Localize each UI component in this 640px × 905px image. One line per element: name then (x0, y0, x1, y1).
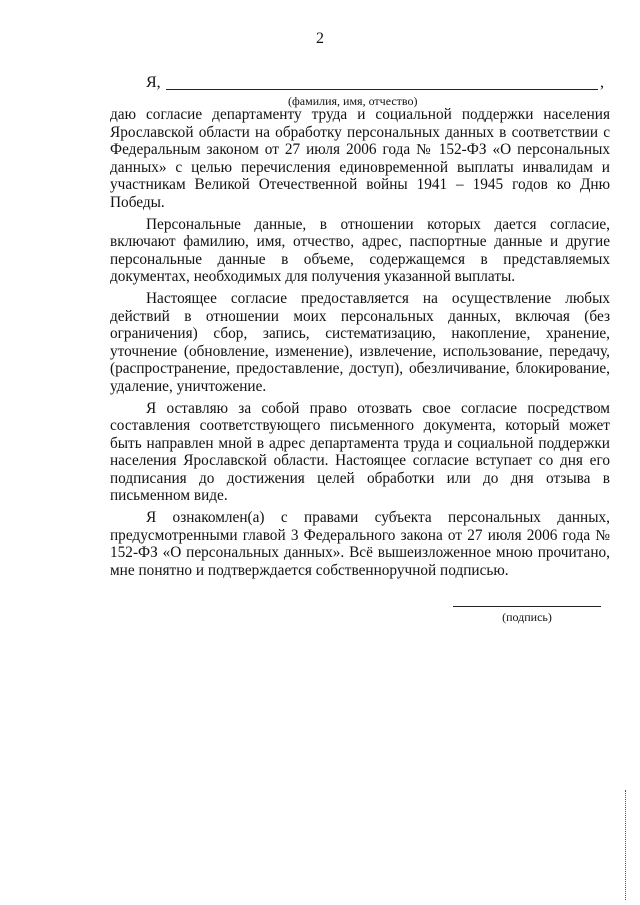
consent-text (110, 106, 610, 583)
paragraph-consent: даю согласие департаменту труда и социальной поддержки населения Ярославской области на обработку персональных данных в соответствии с Федеральным законом от 27 июля 2006 года № 152-ФЗ «О персональных данных» с целью перечисления единовременной выплаты инвалидам и участникам Великой Отечественной войны 1941 – 1945 годов ко Дню Победы. (110, 106, 610, 211)
signature-line (453, 606, 601, 607)
applicant-name-line (146, 74, 606, 94)
scan-edge-mark (625, 790, 629, 900)
paragraph-withdrawal: Я оставляю за собой право отозвать свое согласие посредством составления соответствующего письменного документа, который может быть направлен мной в адрес департамента труда и социальной поддержки населения Ярославской области. Настоящее согласие вступает со дня его подписания до достижения целей обработки или до дня отзыва в письменном виде. (110, 399, 610, 505)
paragraph-actions: Настоящее согласие предоставляется на осуществление любых действий в отношении моих персональных данных, включая (без ограничения) сбор, запись, систематизацию, накопление, хранение, уточнение (обновление, изменение), извлечение, использование, передачу, (распространение, предоставление, доступ), обезличивание, блокирование, удаление, уничтожение. (110, 289, 610, 395)
paragraph-acknowledgement: Я ознакомлен(а) с правами субъекта персональных данных, предусмотренными главой 3 Федерального закона от 27 июля 2006 года № 152-ФЗ «О персональных данных». Всё вышеизложенное мною прочитано, мне понятно и подтверждается собственноручной подписью. (110, 509, 610, 579)
paragraph-personal-data: Персональные данные, в отношении которых дается согласие, включают фамилию, имя, отчество, адрес, паспортные данные и другие персональные данные в объеме, содержащемся в представляемых документах, необходимых для получения указанной выплаты. (110, 215, 610, 286)
applicant-prefix: Я, (146, 74, 161, 91)
page-number: 2 (316, 30, 324, 47)
signature-label: (подпись) (502, 610, 552, 624)
applicant-name-hint: (фамилия, имя, отчество) (288, 94, 418, 108)
applicant-name-blank (166, 89, 598, 90)
applicant-comma: , (600, 74, 604, 91)
